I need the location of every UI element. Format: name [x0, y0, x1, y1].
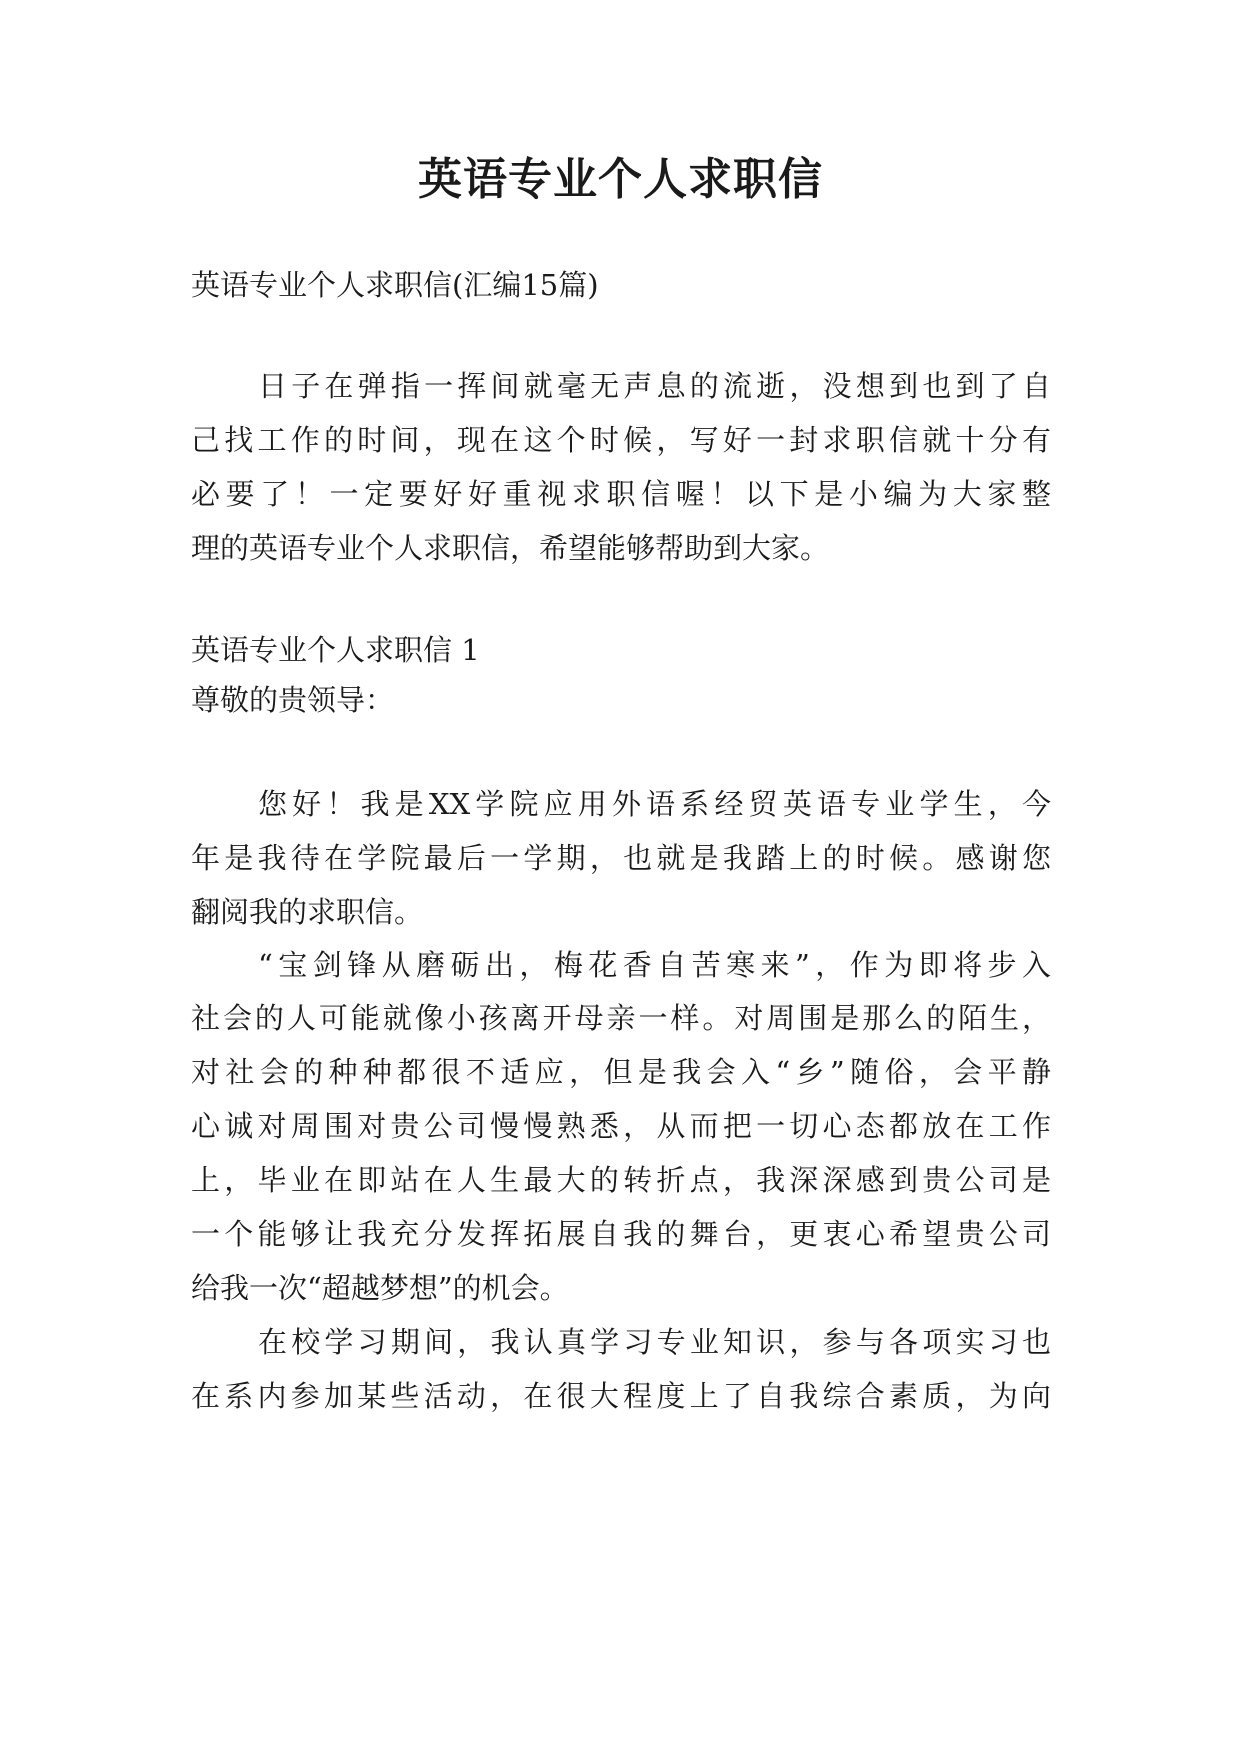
section-heading: 英语专业个人求职信 1: [191, 633, 480, 667]
document-subtitle: 英语专业个人求职信(汇编15篇): [191, 268, 599, 302]
paragraph-line: 在校学习期间，我认真学习专业知识，参与各项实习也: [258, 1325, 1051, 1359]
intro-line: 理的英语专业个人求职信，希望能够帮助到大家。: [191, 531, 830, 565]
document-title: 英语专业个人求职信: [418, 154, 823, 205]
paragraph-line: 上，毕业在即站在人生最大的转折点，我深深感到贵公司是: [191, 1163, 1051, 1197]
intro-line: 必要了！一定要好好重视求职信喔！以下是小编为大家整: [191, 477, 1051, 511]
paragraph-line: 对社会的种种都很不适应，但是我会入“乡”随俗，会平静: [191, 1055, 1051, 1089]
paragraph-line: “宝剑锋从磨砺出，梅花香自苦寒来”，作为即将步入: [258, 948, 1051, 982]
salutation: 尊敬的贵领导：: [191, 683, 395, 717]
paragraph-line: 翻阅我的求职信。: [191, 895, 424, 929]
intro-line: 日子在弹指一挥间就毫无声息的流逝，没想到也到了自: [258, 369, 1051, 403]
paragraph-line: 一个能够让我充分发挥拓展自我的舞台，更衷心希望贵公司: [191, 1217, 1051, 1251]
paragraph-line: 社会的人可能就像小孩离开母亲一样。对周围是那么的陌生，: [191, 1001, 1051, 1035]
paragraph-line: 在系内参加某些活动，在很大程度上了自我综合素质，为向: [191, 1379, 1051, 1413]
paragraph-line: 给我一次“超越梦想”的机会。: [191, 1271, 569, 1305]
paragraph-line: 心诚对周围对贵公司慢慢熟悉，从而把一切心态都放在工作: [191, 1109, 1051, 1143]
paragraph-line: 年是我待在学院最后一学期，也就是我踏上的时候。感谢您: [191, 841, 1051, 875]
paragraph-line: 您好！我是XX学院应用外语系经贸英语专业学生，今: [258, 787, 1051, 821]
intro-line: 己找工作的时间，现在这个时候，写好一封求职信就十分有: [191, 423, 1051, 457]
